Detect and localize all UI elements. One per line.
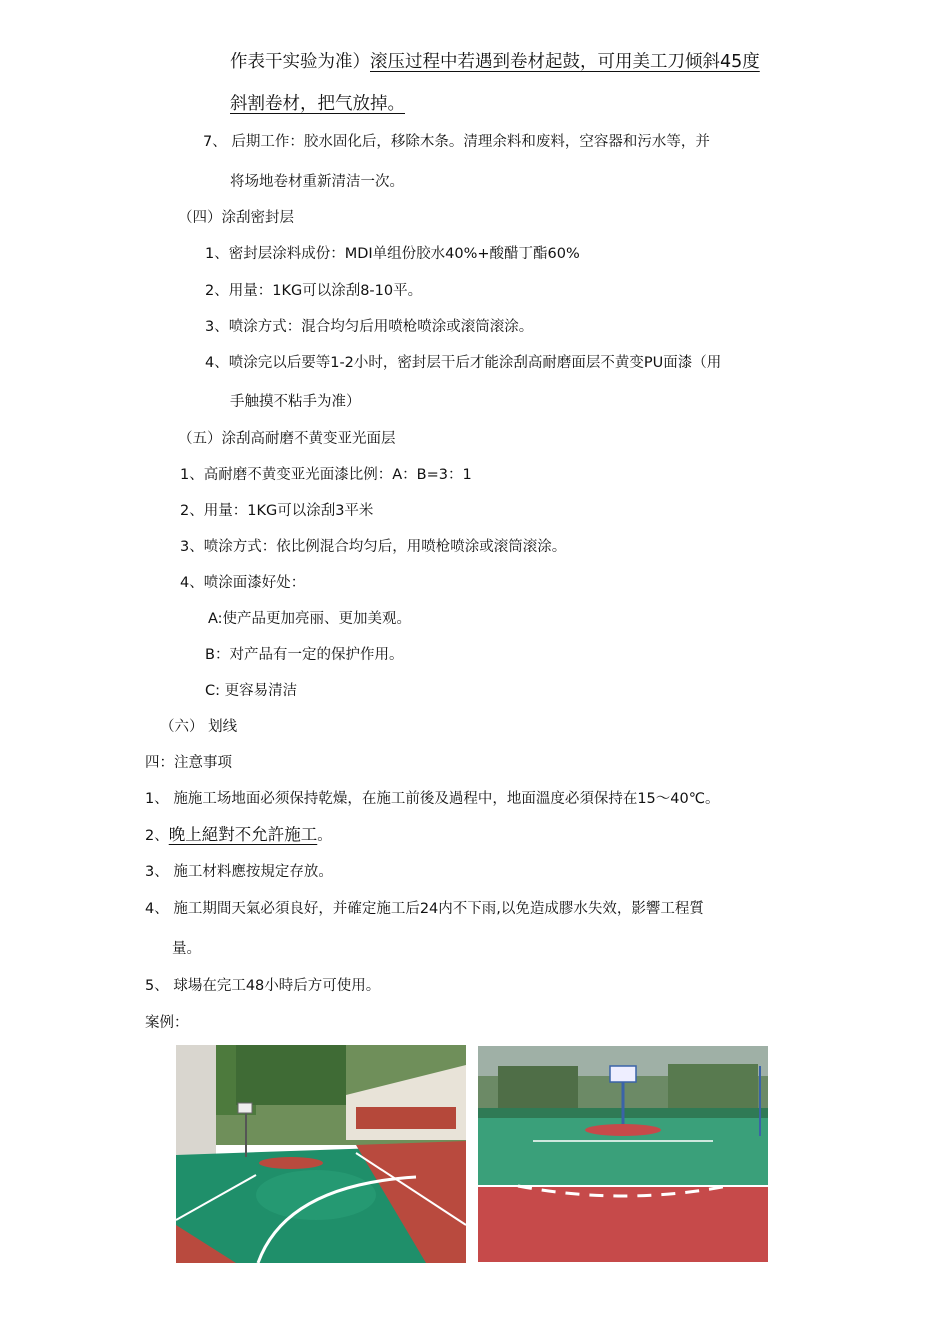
- note-4-continuation: 量。: [172, 941, 201, 957]
- note-2-period: 。: [317, 828, 332, 844]
- item-4-3: 3、喷涂方式：混合均匀后用喷枪喷涂或滚筒滚涂。: [205, 319, 534, 335]
- note-1: 1、 施施工场地面必须保持乾燥，在施工前後及過程中，地面溫度必須保持在15～40℃。: [145, 791, 720, 807]
- step-7-line: 7、 后期工作：胶水固化后，移除木条。清理余料和废料，空容器和污水等，并: [203, 134, 710, 150]
- notes-heading: 四：注意事项: [145, 755, 232, 771]
- item-4-4-continuation: 手触摸不粘手为准）: [230, 394, 361, 410]
- text-line-1: [230, 50, 760, 74]
- benefit-c: C: 更容易清洁: [205, 683, 298, 699]
- note-5: 5、 球場在完工48小時后方可使用。: [145, 978, 381, 994]
- section-heading-6: （六） 划线: [160, 719, 238, 735]
- item-4-2: 2、用量：1KG可以涂刮8-10平。: [205, 283, 423, 299]
- benefit-a: A:使产品更加亮丽、更加美观。: [208, 611, 412, 627]
- section-heading-4: （四）涂刮密封层: [178, 210, 294, 226]
- note-3: 3、 施工材料應按規定存放。: [145, 864, 333, 880]
- note-2-underlined: 晚上絕對不允許施工: [168, 825, 318, 844]
- item-5-2: 2、用量：1KG可以涂刮3平米: [180, 503, 374, 519]
- text-segment: 作表干实验为准）: [230, 52, 370, 72]
- basketball-court-red-photo: [478, 1046, 768, 1262]
- item-4-1: 1、密封层涂料成份：MDI单组份胶水40%+酸醋丁酯60%: [205, 246, 580, 262]
- note-2: [145, 825, 332, 846]
- basketball-court-green-photo: [176, 1045, 466, 1263]
- note-4: 4、 施工期間天氣必須良好，并確定施工后24内不下雨,以免造成膠水失效，影響工程質: [145, 901, 704, 917]
- text-line-2: 斜割卷材，把气放掉。: [230, 94, 405, 114]
- note-2-number: 2、: [145, 828, 169, 844]
- benefit-b: B：对产品有一定的保护作用。: [205, 647, 404, 663]
- underlined-text: 滚压过程中若遇到卷材起鼓，可用美工刀倾斜45度: [370, 52, 760, 72]
- step-7-continuation: 将场地卷材重新清洁一次。: [230, 174, 404, 190]
- item-5-4: 4、喷涂面漆好处：: [180, 575, 306, 591]
- item-5-1: 1、高耐磨不黄变亚光面漆比例：A：B=3：1: [180, 467, 472, 483]
- item-4-4: 4、喷涂完以后要等1-2小时，密封层干后才能涂刮高耐磨面层不黄变PU面漆（用: [205, 355, 722, 371]
- section-heading-5: （五）涂刮高耐磨不黄变亚光面层: [178, 431, 396, 447]
- case-label: 案例：: [145, 1015, 189, 1031]
- item-5-3: 3、喷涂方式：依比例混合均匀后，用喷枪喷涂或滚筒滚涂。: [180, 539, 567, 555]
